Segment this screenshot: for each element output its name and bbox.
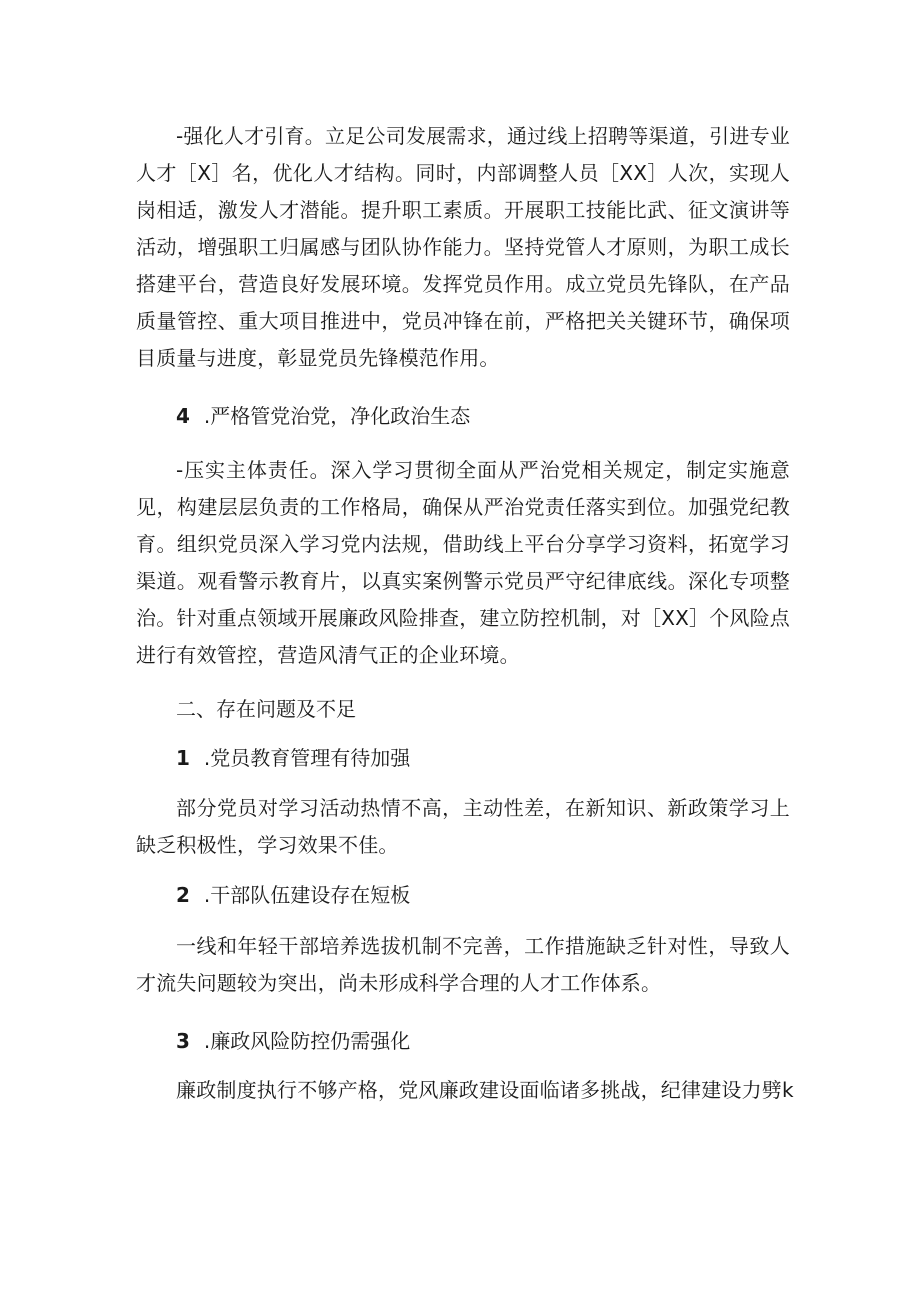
heading-cadre-building	[176, 877, 410, 914]
paragraph-education: 部分党员对学习活动热情不高，主动性差，在新知识、新政策学习上缺乏积极性，学习效果不佳。	[136, 796, 790, 857]
heading-party-education	[176, 740, 410, 777]
paragraph-talent: -强化人才引育。立足公司发展需求，通过线上招聘等渠道，引进专业人才［X］名，优化人才结构。同时，内部调整人员［XX］人次，实现人岗相适，激发人才潜能。提升职工素质。开展职工技能比武、征文演讲等活动，增强职工归属感与团队协作能力。坚持党管人才原则，为职工成长搭建平台，营造良好发展环境。发挥党员作用。成立党员先锋队，在产品质量管控、重大项目推进中，党员冲锋在前，严格把关关键环节，确保项目质量与进度，彰显党员先锋模范作用。	[136, 124, 790, 370]
heading-text: .廉政风险防控仍需强化	[203, 1029, 411, 1053]
paragraph-cadre: 一线和年轻干部培养选拔机制不完善，工作措施缺乏针对性，导致人才流失问题较为突出，尚未形成科学合理的人才工作体系。	[136, 934, 790, 995]
heading-number: 1	[176, 746, 190, 770]
heading-text: .严格管党治党，净化政治生态	[203, 404, 471, 428]
heading-text: .干部队伍建设存在短板	[203, 883, 411, 907]
heading-strict-party-governance	[176, 398, 470, 435]
heading-number: 3	[176, 1029, 190, 1053]
heading-number: 4	[176, 404, 190, 428]
heading-text: .党员教育管理有待加强	[203, 746, 411, 770]
paragraph-responsibility: -压实主体责任。深入学习贯彻全面从严治党相关规定，制定实施意见，构建层层负责的工作格局，确保从严治党责任落实到位。加强党纪教育。组织党员深入学习党内法规，借助线上平台分享学习资料，拓宽学习渠道。观看警示教育片，以真实案例警示党员严守纪律底线。深化专项整治。针对重点领域开展廉政风险排查，建立防控机制，对［XX］个风险点进行有效管控，营造风清气正的企业环境。	[136, 458, 791, 667]
heading-integrity-risk	[176, 1023, 410, 1060]
section-title-problems: 二、存在问题及不足	[176, 697, 356, 721]
heading-number: 2	[176, 883, 190, 907]
paragraph-risk: 廉政制度执行不够产格，党风廉政建设面临诸多挑战，纪律建设力劈k	[176, 1078, 794, 1102]
